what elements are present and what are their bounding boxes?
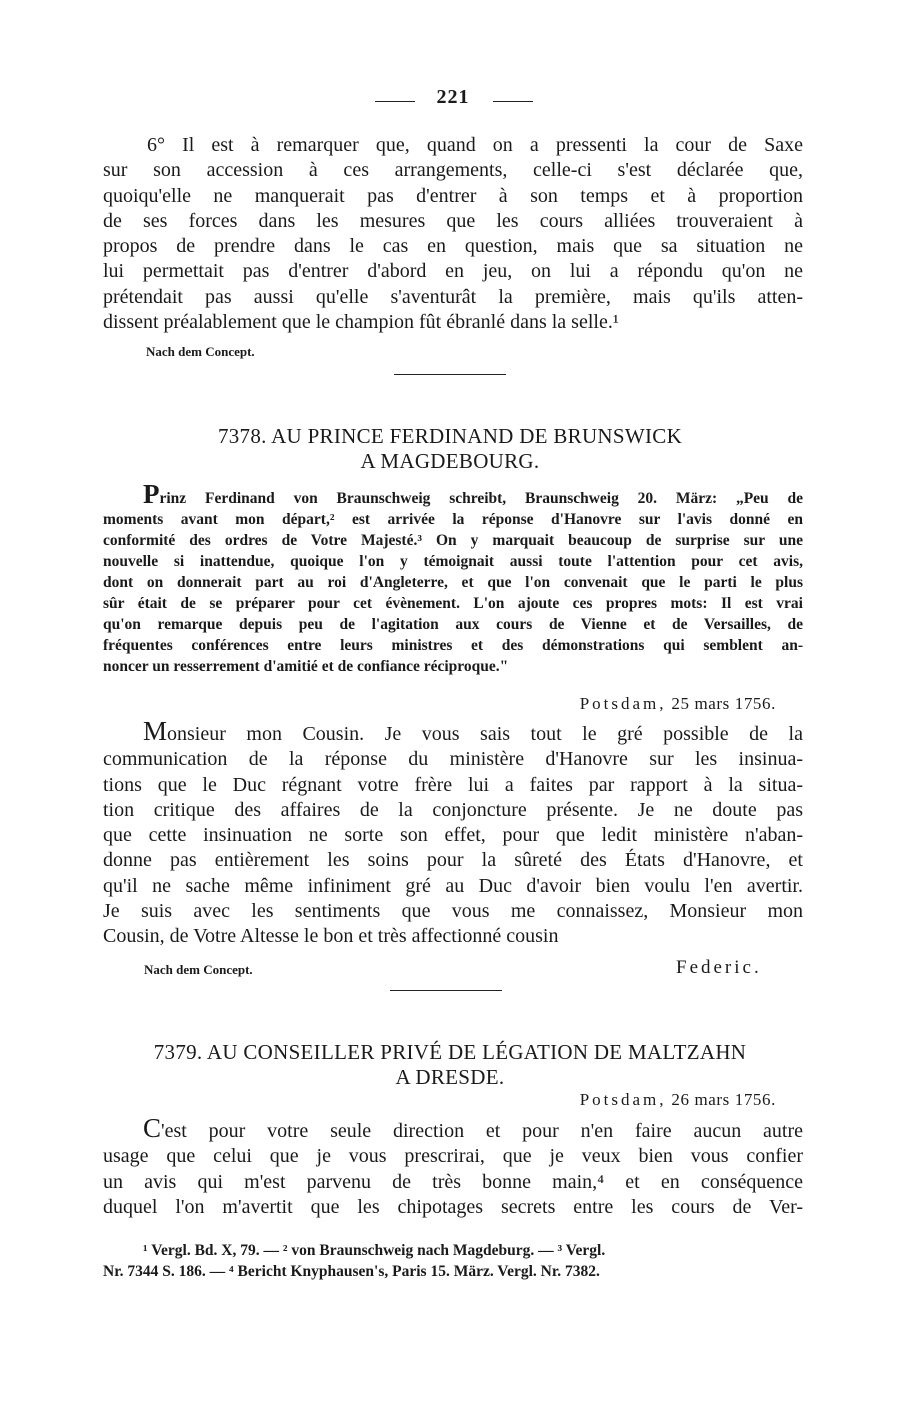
text-line: sur son accession à ces arrangements, celle-ci s'est déclarée que, <box>103 159 803 182</box>
letter-7378-heading <box>100 424 800 474</box>
dateline-place: Potsdam, <box>579 1090 667 1109</box>
text-line: dissent préalablement que le champion fût ébranlé dans la selle.¹ <box>103 311 619 334</box>
source-note: Nach dem Concept. <box>146 344 255 359</box>
text-line: Cousin, de Votre Altesse le bon et très affectionné cousin <box>103 925 559 948</box>
text-line: propos de prendre dans le cas en question, mais que sa situation ne <box>103 235 803 258</box>
note-line <box>103 479 803 509</box>
page-header <box>0 86 900 116</box>
drop-initial: P <box>143 479 160 509</box>
footnotes <box>103 1240 803 1282</box>
note-line: fréquentes conférences entre leurs ministres et des démonstrations qui semblent an- <box>103 637 803 654</box>
note-line: qu'on remarque depuis peu de l'agitation aux cours de Vienne et de Versailles, de <box>103 616 803 633</box>
text-line: qu'il ne sache même infiniment gré au Duc d'avoir bien voulu l'en avertir. <box>103 874 803 897</box>
letter-7379-body <box>103 1113 803 1220</box>
signature: Federic. <box>676 957 762 978</box>
text-line: 6° Il est à remarquer que, quand on a pressenti la cour de Saxe <box>147 134 803 156</box>
letter-7379-heading <box>100 1040 800 1090</box>
text-line: un avis qui m'est parvenu de très bonne main,⁴ et en conséquence <box>103 1170 803 1193</box>
body-text: onsieur mon Cousin. Je vous sais tout le gré possible de la <box>167 723 803 745</box>
letter-7379-dateline <box>580 1090 776 1110</box>
note-line: sûr était de se préparer pour cet évènement. L'on ajoute ces propres mots: Il est vrai <box>103 595 803 612</box>
header-rule-right <box>493 101 533 102</box>
text-line: tion critique des affaires de la conjoncture présente. Je ne doute pas <box>103 798 803 821</box>
text-line: donne pas entièrement les soins pour la sûreté des États d'Hanovre, et <box>103 849 803 872</box>
heading-line: 7379. AU CONSEILLER PRIVÉ DE LÉGATION DE MALTZAHN <box>153 1040 747 1064</box>
footnote-line: ¹ Vergl. Bd. X, 79. — ² von Braunschweig nach Magdeburg. — ³ Vergl. <box>143 1242 606 1259</box>
section-divider <box>390 990 502 991</box>
heading-line: 7378. AU PRINCE FERDINAND DE BRUNSWICK <box>217 424 683 448</box>
text-line <box>103 716 803 747</box>
drop-initial: C <box>143 1113 162 1143</box>
source-note: Nach dem Concept. <box>144 962 253 977</box>
note-line: nouvelle si inattendue, quoique l'on y témoignait aussi toute l'attention pour cet avis, <box>103 553 803 570</box>
drop-initial: M <box>143 716 168 746</box>
text-line: communication de la réponse du ministère d'Hanovre sur les insinua- <box>103 748 803 771</box>
text-line <box>103 1113 803 1144</box>
dateline-date: 26 mars 1756. <box>671 1090 776 1109</box>
text-line: Je suis avec les sentiments que vous me connaissez, Monsieur mon <box>103 900 803 923</box>
text-line: quoiqu'elle ne manquerait pas d'entrer à son temps et à proportion <box>103 184 803 207</box>
text-line: tions que le Duc régnant votre frère lui a faites par rapport à la situa- <box>103 773 803 796</box>
dateline-date: 25 mars 1756. <box>671 694 776 713</box>
text-line: lui permettait pas d'entrer d'abord en jeu, on lui a répondu qu'on ne <box>103 260 803 283</box>
text-line: usage que celui que je vous prescrirai, que je veux bien vous confier <box>103 1145 803 1168</box>
section-divider <box>394 374 506 375</box>
header-rule-left <box>375 101 415 102</box>
heading-line: A DRESDE. <box>395 1065 505 1089</box>
letter-7378-dateline <box>580 694 776 714</box>
text-line: prétendait pas aussi qu'elle s'aventurât la première, mais qu'ils atten- <box>103 285 803 308</box>
note-line: noncer un resserrement d'amitié et de confiance réciproque." <box>103 658 509 675</box>
text-line: que cette insinuation ne sorte son effet, pour que ledit ministère n'aban- <box>103 824 803 847</box>
letter-7378-note <box>103 479 803 677</box>
note-line: conformité des ordres de Votre Majesté.³ On y marquait beaucoup de surprise sur une <box>103 532 803 549</box>
letter-7378-body <box>103 716 803 950</box>
footnote-line: Nr. 7344 S. 186. — ⁴ Bericht Knyphausen's, Paris 15. März. Vergl. Nr. 7382. <box>103 1263 600 1280</box>
note-line: dont on donnerait part au roi d'Angleterre, et que l'on convenait que le parti le plus <box>103 574 803 591</box>
text-line: de ses forces dans les mesures que les cours alliées trouveraient à <box>103 209 803 232</box>
note-text: rinz Ferdinand von Braunschweig schreibt, Braunschweig 20. März: „Peu de <box>159 490 803 507</box>
note-line: moments avant mon départ,² est arrivée la réponse d'Hanovre sur l'avis donné en <box>103 511 803 528</box>
dateline-place: Potsdam, <box>579 694 667 713</box>
page-number: 221 <box>436 86 470 108</box>
body-text: 'est pour votre seule direction et pour n'en faire aucun autre <box>161 1120 803 1142</box>
text-line: duquel l'on m'avertit que les chipotages secrets entre les cours de Ver- <box>103 1195 803 1218</box>
heading-line: A MAGDEBOURG. <box>360 449 540 473</box>
section-6-paragraph <box>103 133 803 335</box>
